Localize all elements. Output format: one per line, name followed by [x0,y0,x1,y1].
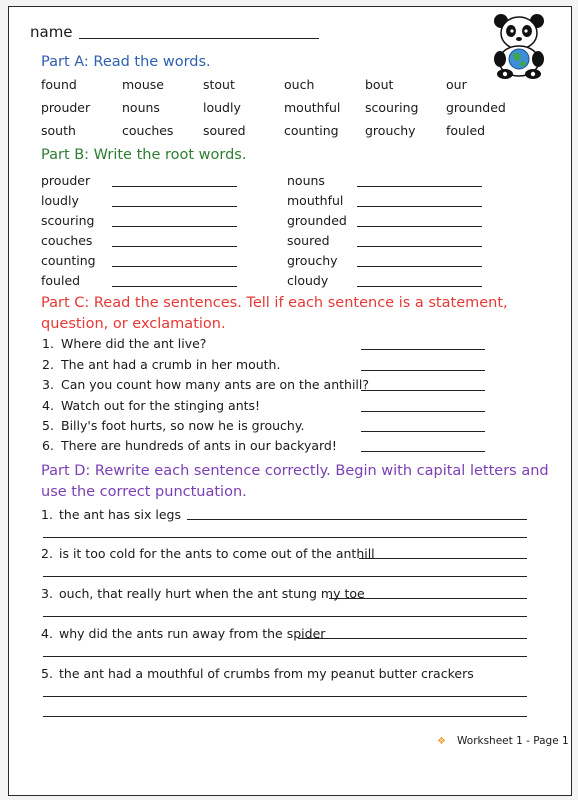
answer-line[interactable] [43,696,527,697]
sentence-text: is it too cold for the ants to come out of the anthill [59,546,375,561]
answer-line[interactable] [359,558,527,559]
part-b-word: grounded [287,213,347,228]
sentence-text: Where did the ant live? [61,336,207,351]
answer-line[interactable] [361,451,485,452]
answer-line[interactable] [357,186,482,187]
part-d-heading-line1: Part D: Rewrite each sentence correctly. Begin with capital letters and [41,463,549,479]
sentence-number: 4. [41,626,53,641]
answer-line[interactable] [357,246,482,247]
answer-line[interactable] [43,656,527,657]
name-label: name [30,23,73,41]
sentence-text: why did the ants run away from the spider [59,626,326,641]
part-b-word: couches [41,233,93,248]
answer-line[interactable] [43,537,527,538]
sentence-number: 3. [42,377,54,392]
sentence-text: ouch, that really hurt when the ant stung my toe [59,586,365,601]
answer-line[interactable] [357,286,482,287]
part-b-word: scouring [41,213,95,228]
sentence-number: 5. [42,418,54,433]
part-a-word: loudly [203,100,241,115]
footer-page-label: Worksheet 1 - Page 1 [457,735,569,747]
part-a-word: couches [122,123,174,138]
part-a-word: fouled [446,123,486,138]
diamond-bullet-icon: ❖ [437,736,446,747]
part-a-word: scouring [365,100,419,115]
part-a-word: south [41,123,76,138]
part-b-word: grouchy [287,253,338,268]
answer-line[interactable] [112,266,237,267]
sentence-number: 2. [42,357,54,372]
sentence-text: There are hundreds of ants in our backyard! [61,438,337,453]
part-b-word: counting [41,253,96,268]
worksheet-page [8,6,572,796]
answer-line[interactable] [112,246,237,247]
answer-line[interactable] [361,349,485,350]
sentence-number: 1. [41,507,53,522]
answer-line[interactable] [357,206,482,207]
sentence-text: Billy's foot hurts, so now he is grouchy. [61,418,305,433]
answer-line[interactable] [361,370,485,371]
part-a-word: nouns [122,100,160,115]
part-b-word: soured [287,233,330,248]
answer-line[interactable] [357,226,482,227]
answer-line[interactable] [43,576,527,577]
part-a-word: our [446,77,467,92]
answer-line[interactable] [43,616,527,617]
answer-line[interactable] [298,638,527,639]
part-d-heading-line2: use the correct punctuation. [41,484,247,500]
answer-line[interactable] [361,411,485,412]
sentence-text: the ant has six legs [59,507,181,522]
answer-line[interactable] [112,226,237,227]
answer-line[interactable] [43,716,527,717]
part-b-word: nouns [287,173,325,188]
answer-line[interactable] [112,186,237,187]
part-a-word: ouch [284,77,315,92]
answer-line[interactable] [112,206,237,207]
part-b-word: cloudy [287,273,329,288]
part-a-word: mouse [122,77,164,92]
part-c-heading-line2: question, or exclamation. [41,316,226,332]
part-b-word: loudly [41,193,79,208]
part-b-word: fouled [41,273,81,288]
part-a-word: bout [365,77,394,92]
part-a-word: found [41,77,77,92]
part-b-word: prouder [41,173,91,188]
answer-line[interactable] [112,286,237,287]
answer-line[interactable] [329,598,527,599]
sentence-number: 3. [41,586,53,601]
part-b-word: mouthful [287,193,344,208]
name-line[interactable] [79,38,319,39]
panda-holding-globe-icon [489,11,549,79]
part-a-word: counting [284,123,339,138]
part-a-word: prouder [41,100,91,115]
answer-line[interactable] [187,519,527,520]
sentence-text: The ant had a crumb in her mouth. [61,357,281,372]
sentence-text: Watch out for the stinging ants! [61,398,261,413]
sentence-number: 1. [42,336,54,351]
sentence-number: 4. [42,398,54,413]
part-b-heading: Part B: Write the root words. [41,147,247,163]
answer-line[interactable] [361,390,485,391]
part-a-word: mouthful [284,100,341,115]
sentence-number: 5. [41,666,53,681]
sentence-number: 2. [41,546,53,561]
sentence-text: the ant had a mouthful of crumbs from my peanut butter crackers [59,666,474,681]
sentence-text: Can you count how many ants are on the anthill? [61,377,370,392]
part-c-heading-line1: Part C: Read the sentences. Tell if each sentence is a statement, [41,295,508,311]
sentence-number: 6. [42,438,54,453]
part-a-word: stout [203,77,235,92]
part-a-word: grouchy [365,123,416,138]
part-a-word: grounded [446,100,506,115]
answer-line[interactable] [361,431,485,432]
answer-line[interactable] [357,266,482,267]
part-a-word: soured [203,123,246,138]
part-a-heading: Part A: Read the words. [41,54,211,70]
